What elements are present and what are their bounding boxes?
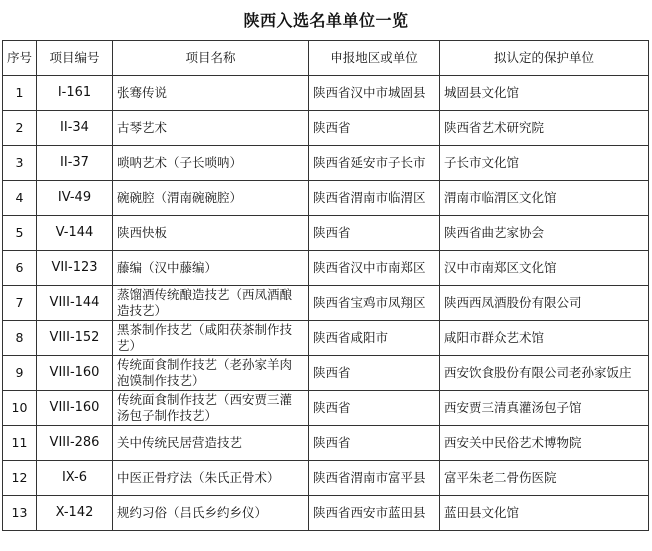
table-row: [3, 286, 649, 321]
cell-project-name: 古琴艺术: [113, 111, 309, 146]
cell-protection-unit: 富平朱老二骨伤医院: [440, 461, 649, 496]
cell-project-code: VIII-286: [37, 426, 113, 461]
cell-region: 陕西省西安市蓝田县: [309, 496, 440, 531]
cell-project-code: VIII-160: [37, 391, 113, 426]
table-body: [3, 76, 649, 531]
cell-project-code: IX-6: [37, 461, 113, 496]
cell-index: 7: [3, 286, 37, 321]
cell-protection-unit: 陕西省艺术研究院: [440, 111, 649, 146]
cell-region: 陕西省: [309, 356, 440, 391]
table-row: [3, 251, 649, 286]
cell-index: 9: [3, 356, 37, 391]
cell-index: 4: [3, 181, 37, 216]
cell-project-name: 唢呐艺术（子长唢呐）: [113, 146, 309, 181]
table-row: [3, 496, 649, 531]
cell-protection-unit: 西安关中民俗艺术博物院: [440, 426, 649, 461]
cell-region: 陕西省汉中市城固县: [309, 76, 440, 111]
cell-index: 5: [3, 216, 37, 251]
cell-index: 1: [3, 76, 37, 111]
table-row: [3, 426, 649, 461]
header-index: 序号: [3, 41, 37, 76]
cell-project-code: II-37: [37, 146, 113, 181]
cell-index: 11: [3, 426, 37, 461]
table-row: [3, 216, 649, 251]
table-header-row: [3, 41, 649, 76]
cell-protection-unit: 蓝田县文化馆: [440, 496, 649, 531]
cell-index: 3: [3, 146, 37, 181]
cell-region: 陕西省咸阳市: [309, 321, 440, 356]
cell-index: 6: [3, 251, 37, 286]
cell-region: 陕西省宝鸡市凤翔区: [309, 286, 440, 321]
cell-region: 陕西省: [309, 391, 440, 426]
header-protection-unit: 拟认定的保护单位: [440, 41, 649, 76]
cell-protection-unit: 咸阳市群众艺术馆: [440, 321, 649, 356]
cell-protection-unit: 陕西省曲艺家协会: [440, 216, 649, 251]
cell-project-code: VIII-152: [37, 321, 113, 356]
cell-project-name: 传统面食制作技艺（西安贾三灌汤包子制作技艺）: [113, 391, 309, 426]
cell-project-code: IV-49: [37, 181, 113, 216]
cell-project-name: 关中传统民居营造技艺: [113, 426, 309, 461]
table-row: [3, 146, 649, 181]
table-row: [3, 181, 649, 216]
cell-index: 8: [3, 321, 37, 356]
cell-project-name: 规约习俗（吕氏乡约乡仪）: [113, 496, 309, 531]
cell-index: 12: [3, 461, 37, 496]
table-row: [3, 76, 649, 111]
cell-protection-unit: 渭南市临渭区文化馆: [440, 181, 649, 216]
header-project-name: 项目名称: [113, 41, 309, 76]
cell-project-code: VII-123: [37, 251, 113, 286]
cell-project-code: VIII-160: [37, 356, 113, 391]
heritage-list-table: [2, 40, 649, 531]
cell-project-name: 黑茶制作技艺（咸阳茯茶制作技艺）: [113, 321, 309, 356]
cell-region: 陕西省延安市子长市: [309, 146, 440, 181]
cell-project-name: 传统面食制作技艺（老孙家羊肉泡馍制作技艺）: [113, 356, 309, 391]
cell-protection-unit: 西安贾三清真灌汤包子馆: [440, 391, 649, 426]
cell-protection-unit: 城固县文化馆: [440, 76, 649, 111]
cell-region: 陕西省: [309, 426, 440, 461]
cell-project-code: II-34: [37, 111, 113, 146]
cell-index: 2: [3, 111, 37, 146]
cell-protection-unit: 子长市文化馆: [440, 146, 649, 181]
cell-project-code: X-142: [37, 496, 113, 531]
cell-project-name: 藤编（汉中藤编）: [113, 251, 309, 286]
cell-project-name: 陕西快板: [113, 216, 309, 251]
table-row: [3, 391, 649, 426]
cell-protection-unit: 陕西西凤酒股份有限公司: [440, 286, 649, 321]
cell-project-code: VIII-144: [37, 286, 113, 321]
cell-project-name: 碗碗腔（渭南碗碗腔）: [113, 181, 309, 216]
cell-project-name: 中医正骨疗法（朱氏正骨术）: [113, 461, 309, 496]
header-project-code: 项目编号: [37, 41, 113, 76]
cell-protection-unit: 汉中市南郑区文化馆: [440, 251, 649, 286]
cell-project-name: 蒸馏酒传统酿造技艺（西凤酒酿造技艺）: [113, 286, 309, 321]
cell-region: 陕西省: [309, 216, 440, 251]
cell-region: 陕西省渭南市富平县: [309, 461, 440, 496]
table-row: [3, 321, 649, 356]
cell-project-code: I-161: [37, 76, 113, 111]
cell-region: 陕西省汉中市南郑区: [309, 251, 440, 286]
cell-region: 陕西省渭南市临渭区: [309, 181, 440, 216]
cell-index: 13: [3, 496, 37, 531]
page-title: 陕西入选名单单位一览: [243, 11, 409, 30]
table-row: [3, 356, 649, 391]
header-region: 申报地区或单位: [309, 41, 440, 76]
cell-region: 陕西省: [309, 111, 440, 146]
cell-protection-unit: 西安饮食股份有限公司老孙家饭庄: [440, 356, 649, 391]
cell-project-name: 张骞传说: [113, 76, 309, 111]
table-row: [3, 461, 649, 496]
cell-project-code: V-144: [37, 216, 113, 251]
cell-index: 10: [3, 391, 37, 426]
table-row: [3, 111, 649, 146]
